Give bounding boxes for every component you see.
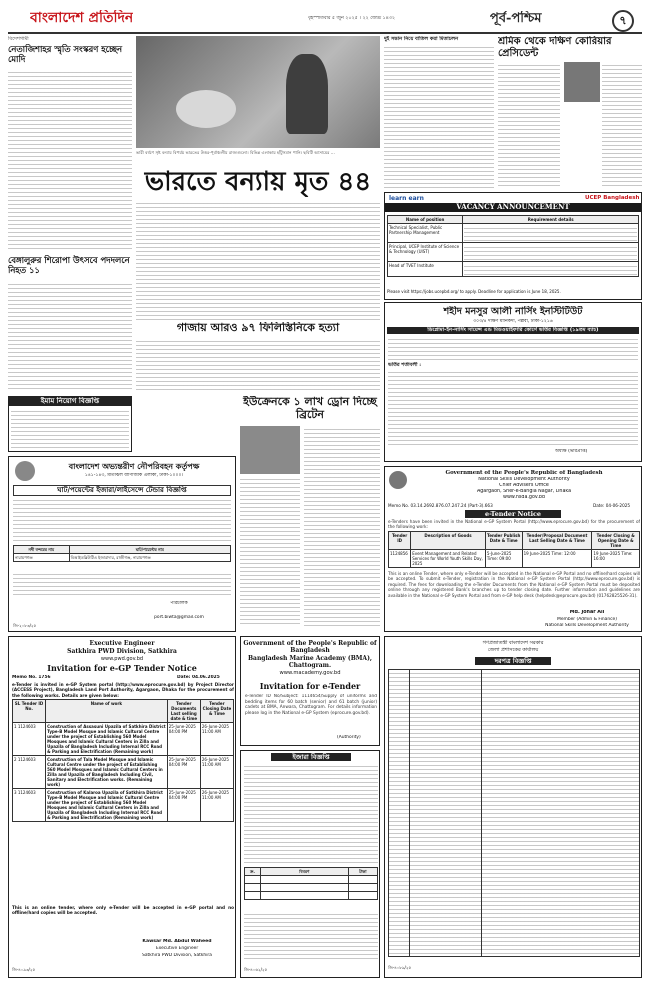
nursing-sign: অধ্যক্ষ (ভারপ্রাপ্ত) — [555, 449, 588, 454]
satkhira-intro: e-Tender is invited in e-GP System portal (http://www.eprocure.gov.bd) by Project Director (ACCESS Project), Bangladesh Land Port Authority, Agargaon, Dhaka for the procurement of the following works. Details are given below: — [12, 682, 234, 698]
satkhira-notice-title: Invitation for e-GP Tender Notice — [47, 663, 197, 673]
satkhira-td: 26-June-2025 11:00 AM — [200, 723, 233, 756]
photo-animal — [176, 90, 236, 128]
masthead — [8, 8, 642, 34]
section-title: পূর্ব-পশ্চিম — [490, 11, 542, 26]
ucep-table — [387, 215, 639, 285]
satkhira-table — [12, 699, 234, 822]
nsda-td: 1124856 — [389, 550, 411, 568]
nursing-title: শহীদ মনসুর আলী নার্সিং ইনস্টিটিউট — [443, 306, 583, 317]
satkhira-notice — [8, 636, 236, 978]
district-gov: গণপ্রজাতন্ত্রী বাংলাদেশ সরকার — [482, 640, 544, 646]
ad-code: জি-৪০৯৩/২৫ — [12, 967, 36, 972]
nsda-th: Tender/Proposal Document Last Selling Date & Time — [522, 532, 592, 550]
district-notice — [384, 636, 642, 978]
satkhira-date: Date: 04.06.2025 — [177, 675, 220, 680]
imam-notice — [8, 396, 132, 452]
main-headline[interactable]: ভারতে বন্যায় মৃত ৪৪ — [144, 168, 372, 197]
biwta-address: ১৪১-১৪৩, মতিঝিল বাণিজ্যিক এলাকা, ঢাকা-১০০০। — [84, 473, 184, 478]
nursing-notice — [384, 302, 642, 462]
nursing-conditions — [388, 369, 638, 445]
bma-body: e-Tender ID No/Subject: 1114654/Supply of uniforms and bedding items for 60 batch (senior) and 61 batch (junior) cadets at BMA, Anwara, Chattogram. For details information please log in the National e-GP System (eprocure.gov.bd). — [245, 694, 377, 716]
nsda-td: 19 June-2025 Time: 16:00 — [592, 550, 640, 568]
ucep-tagline: learn earn — [389, 195, 424, 202]
body-text — [8, 281, 132, 391]
satkhira-td: 25-June-2025 04:00 PM — [167, 789, 200, 822]
biwta-notice-title: ঘাট/পয়েন্টের ইজারা/লাইসেন্সে টেন্ডার বিজ্ঞপ্তি — [13, 485, 231, 496]
ijara-th: বিবরণ — [260, 868, 348, 876]
biwta-sign-title: পরিচালক — [170, 601, 188, 606]
nsda-th: Description of Goods — [411, 532, 486, 550]
ijara-title: ইজারা বিজ্ঞপ্তি — [271, 753, 351, 761]
biwta-th1: নদী বন্দরের নাম — [14, 546, 70, 554]
ijara-body — [244, 763, 378, 863]
satkhira-td: 1 1124603 — [13, 723, 46, 756]
ad-code: জি-৪০৮৯/২৫ — [388, 965, 412, 970]
photo-caption: ভারী বর্ষণে সৃষ্ট বন্যায় বিপর্যয় ভারতের উত্তর-পূর্বাঞ্চলীয় রাজ্যগুলো। বিভিন্ন এলাকায় হাঁটুসমান পানি। ছবিটি আসামের ... — [136, 150, 335, 155]
nsda-td: 19 June-2025 Time: 12:00 — [522, 550, 592, 568]
satkhira-td: 26-June-2025 11:00 AM — [200, 756, 233, 789]
satkhira-th: Tender Closing Date & Time — [200, 700, 233, 723]
ucep-brand: UCEP Bangladesh — [585, 195, 640, 201]
ad-code: জি-৪০৬২/২৫ — [244, 967, 268, 972]
ucep-footer[interactable]: Please visit https://jobs.ucepbd.org/ to apply. Deadline for application is June 18, 2025. — [387, 289, 561, 294]
satkhira-td: 2 1124603 — [13, 756, 46, 789]
bma-notice — [240, 636, 380, 746]
body-text — [8, 69, 132, 249]
nsda-office: Chief Advisers Office — [499, 483, 549, 488]
biwta-th2: ঘাট/পয়েন্টের নাম — [69, 546, 230, 554]
nursing-notice-title: ডিপ্লোমা-ইন-নার্সিং সায়েন্স এন্ড মিডওয়াইফারি কোর্সে ভর্তির বিজ্ঞপ্তি (১৯তম ব্যাচ) — [387, 327, 639, 334]
biwta-notice — [8, 456, 236, 632]
nsda-gov: Government of the People's Republic of Bangladesh — [445, 470, 603, 476]
biwta-title: বাংলাদেশ অভ্যন্তরীণ নৌপরিবহন কর্তৃপক্ষ — [68, 461, 200, 471]
nursing-body — [388, 336, 638, 360]
body-text — [240, 476, 300, 626]
bma-notice-title: Invitation for e-Tender — [259, 681, 361, 691]
ucep-vacancy — [384, 192, 642, 300]
satkhira-title2: Satkhira PWD Division, Satkhira — [67, 648, 177, 655]
nsda-td: 5-June-2025 Time: 09:00 — [485, 550, 522, 568]
nsda-table — [388, 531, 640, 568]
bma-web[interactable]: www.macademy.gov.bd — [279, 670, 341, 676]
satkhira-memo: Memo No. 1756 — [12, 675, 51, 680]
gaza-headline[interactable]: গাজায় আরও ৯৭ ফিলিস্তিনিকে হত্যা — [176, 322, 340, 334]
nsda-address: Agargaon, Sher-e-Bangla Nagar, Dhaka — [476, 489, 572, 494]
main-story-body — [136, 200, 380, 320]
satkhira-th: Tender Documents Last selling date & time — [167, 700, 200, 723]
govt-logo — [389, 471, 407, 489]
ukraine-headline[interactable]: ইউক্রেনকে ১ লাখ ড্রোন দিচ্ছে ব্রিটেন — [243, 396, 377, 421]
ijara-table — [244, 867, 378, 900]
bma-gov: Government of the People's Republic of Bangladesh — [243, 640, 377, 655]
nsda-sign-title: Member (Admin & Finance) — [557, 617, 617, 622]
masthead-date: বৃহস্পতিবার ৫ জুন ২০২৫ । ২২ জ্যৈষ্ঠ ১৪৩২ — [308, 16, 395, 21]
body-text — [602, 62, 642, 188]
nursing-address: ৩০৩/৪ দক্ষিণ মানিকদী, পল্লবী, ঢাকা-১২১৬ — [473, 319, 553, 324]
satkhira-sign-name: Kawsar Md. Abdul Waheed — [142, 939, 212, 944]
bma-org: Bangladesh Marine Academy (BMA), Chattogram. — [247, 655, 373, 670]
satkhira-td: 3 1124603 — [13, 789, 46, 822]
satkhira-th: Name of work — [46, 700, 168, 723]
body-text — [304, 426, 380, 626]
ucep-row: Head of TVET Institute — [388, 262, 463, 277]
ukraine-story — [240, 396, 380, 632]
satkhira-td: Construction of Assasuni Upazila of Satkhira District Type-B Model Mosque and Islamic Cultural Centre under the project of Establishing 560 Model Mosques and Islamic Cultural Centers in Zilla and Upazila of Bangladesh Including Internal RCC Road & Parking and Electrification (Remaining work) — [47, 724, 166, 754]
biwta-body — [13, 497, 231, 543]
nsda-org: National Skills Development Authority — [478, 477, 570, 482]
satkhira-footer: This is an online tender, where only e-Tender will be accepted in e-GP portal and no offline/hard copies will be accepted. — [12, 905, 234, 916]
satkhira-td: Construction of Tala Model Mosque and Islamic Cultural Centre under the project of Establishing 560 Model Mosques and Islamic Cultural Centers in Zilla and Upazila of Bangladesh Including Civil, Sanitary and Electrification works. (Remaining work) — [46, 756, 168, 789]
satkhira-th: SL Tender ID No. — [13, 700, 46, 723]
nsda-intro: e-Tenders have been invited in the National e-GP System Portal (http://www.eprocure.gov.bd) for the procurement of the following work: — [388, 519, 640, 530]
drone-photo — [240, 426, 300, 474]
satkhira-td: 25-June-2025 04:00 PM — [167, 723, 200, 756]
ucep-th-req: Requirement details — [463, 216, 639, 224]
imam-body — [11, 408, 129, 450]
nsda-th: Tender ID — [389, 532, 411, 550]
nsda-notice-title: e-Tender Notice — [465, 510, 561, 518]
page-number: ৭ — [612, 10, 634, 32]
govt-logo — [15, 461, 35, 481]
gaza-body — [136, 338, 380, 392]
ijara-notice — [240, 750, 380, 978]
nsda-notice — [384, 466, 642, 632]
ucep-title: VACANCY ANNOUNCEMENT — [385, 203, 641, 212]
district-office: জেলা প্রশাসকের কার্যালয় — [487, 647, 539, 653]
kicker: বিদেশগামী — [8, 36, 29, 42]
flood-photo — [136, 36, 380, 148]
imam-title: ইমাম নিয়োগ বিজ্ঞপ্তি — [9, 397, 131, 406]
biwta-td2: বিআইডব্লিউটিএ ইজারাদার, রাজীগঞ্জ, নারায়ণগঞ্জ — [69, 554, 230, 562]
nsda-sign-org: National Skills Development Authority — [545, 623, 629, 628]
nsda-td: Event Management and Related Services for World Youth Skills Day, 2025 — [411, 550, 486, 568]
korea-headline[interactable]: শ্রমিক থেকে দক্ষিণ কোরিয়ার প্রেসিডেন্ট — [498, 36, 612, 59]
nsda-web[interactable]: www.nsda.gov.bd — [503, 495, 545, 500]
biwta-td1: নারায়ণগঞ্জ — [14, 554, 70, 562]
president-photo — [564, 62, 600, 102]
ucep-row: Technical Specialist, Public Partnership Management — [388, 224, 463, 243]
photo-person — [286, 54, 328, 134]
korea-story — [384, 36, 642, 190]
district-notice-title: দরপত্র বিজ্ঞপ্তি — [475, 657, 551, 665]
nsda-memo: Memo No. 03.14.2692.876.07.247.24 (Part-3).663 — [388, 503, 493, 508]
ucep-th-position: Name of position — [388, 216, 463, 224]
korea-kicker: দুই সন্তান নিয়ে বাতিল করা মিতাচলন — [384, 36, 459, 42]
ijara-th: টাকা — [348, 868, 377, 876]
ad-code: জি-২০৮৩/২৫ — [13, 623, 37, 628]
body-text — [384, 44, 494, 188]
satkhira-web[interactable]: www.pwd.gov.bd — [100, 656, 144, 662]
nsda-sign-name: Md. Johar Ali — [569, 610, 605, 615]
masthead-logo[interactable]: বাংলাদেশ প্রতিদিন — [30, 10, 134, 26]
satkhira-td: Construction of Kalaroa Upazila of Satkhira District Type-B Model Mosque and Islamic Cultural Centre under the project of Establishing 560 Model Mosques and Islamic Cultural Centers in Zilla and Upazila of Bangladesh Including Internal RCC Road & Parking and Electrification (Remaining work) — [46, 789, 168, 822]
nsda-th: Tender Publish Date & Time — [485, 532, 522, 550]
nsda-body: This is an online Tender, where only e-Tender will be accepted in the National e-GP Portal and no offline/hard copies will be accepted. To submit e-Tender, registration in the National e-GP System Portal (http://www.eprocure.gov.bd) is required. The fees for downloading the e-Tender Documents from the National e-GP System Portal must be deposited online through any registered Bank's branches up to tender closing date. Further information and guidelines are available in the National e-GP System Portal and from e-GP help desk (helpdesk@eprocure.gov.bd) (01762825526-31). — [388, 571, 640, 598]
bma-authority: (Authority) — [337, 735, 361, 740]
nsda-date: Date: 04-06-2025 — [593, 503, 631, 508]
ijara-body2 — [244, 911, 378, 961]
headline-modi[interactable]: নেতাজিশাহর স্মৃতি সংস্করণ হচ্ছেন মোদি — [8, 44, 122, 65]
satkhira-td: 25-June-2025 04:00 PM — [167, 756, 200, 789]
satkhira-sign-title: Executive Engineer — [155, 946, 199, 951]
satkhira-sign-org: Satkhira PWD Division, Satkhira — [142, 953, 212, 958]
biwta-body2 — [13, 571, 231, 595]
biwta-table — [13, 545, 231, 562]
ucep-row: Principal, UCEP Institute of Science & Technology (UIST) — [388, 243, 463, 262]
satkhira-td: 26-June-2025 11:00 AM — [200, 789, 233, 822]
body-text — [498, 62, 560, 188]
nursing-heading: ভর্তির শর্তাবলী : — [388, 362, 422, 368]
nsda-th: Tender Closing & Opening Date & Time — [592, 532, 640, 550]
district-table — [388, 669, 640, 957]
satkhira-title1: Executive Engineer — [89, 640, 155, 647]
ijara-th: ক্র. — [245, 868, 261, 876]
biwta-email[interactable]: port.biwta@gmail.com — [154, 615, 204, 620]
col1-stories — [8, 36, 132, 392]
headline-bengaluru[interactable]: বেঙ্গালুরুর শিরোপা উৎসবে পদদলনে নিহত ১১ — [8, 255, 130, 276]
